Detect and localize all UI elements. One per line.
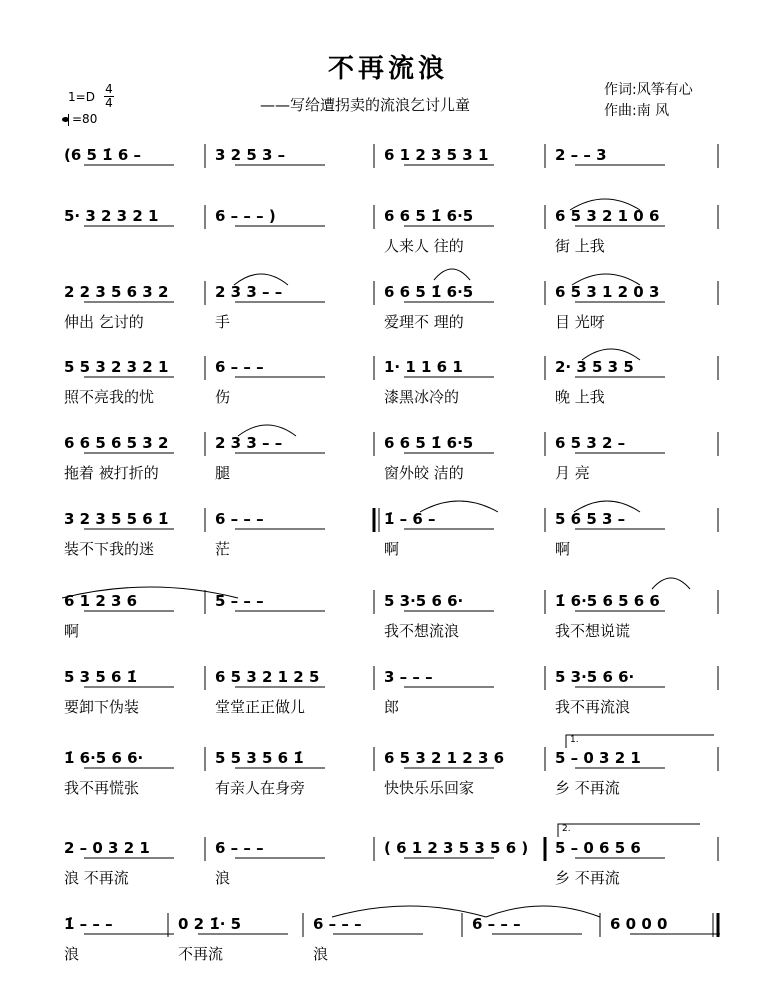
measure-notes: 5 3·5 6 6·: [555, 668, 635, 686]
lyric-line: 拖着 被打折的: [64, 464, 159, 482]
lyric-line: 浪 不再流: [64, 869, 129, 887]
measure-notes: 6 5 3 2 1 2 3 6: [384, 749, 505, 767]
lyric-line: 目 光呀: [555, 313, 605, 331]
lyric-line: 有亲人在身旁: [215, 779, 306, 797]
lyric-line: 伸出 乞讨的: [64, 313, 144, 331]
measure-notes: 6 – – –: [215, 839, 264, 857]
measure-notes: 1· 1 1 6 1: [384, 358, 463, 376]
measure-notes: 6 6 5 1̇ 6·5: [384, 434, 474, 452]
key-signature: 1=D: [68, 90, 95, 104]
lyric-line: 我不想说谎: [555, 622, 631, 640]
measure-notes: 5 – 0 3 2 1: [555, 749, 641, 767]
measure-notes: 1̇ 6·5 6 6·: [64, 749, 144, 767]
lyric-line: 晚 上我: [555, 388, 605, 406]
lyric-line: 啊: [555, 540, 571, 558]
measure-notes: 6 6 5 1̇ 6·5: [384, 207, 474, 225]
measure-notes: 2 2 3 5 6 3 2: [64, 283, 169, 301]
lyric-line: 浪: [313, 945, 329, 963]
measure-notes: 6 – – –: [472, 915, 521, 933]
lyric-line: 茫: [215, 540, 231, 558]
lyric-line: 乡 不再流: [555, 869, 620, 887]
time-signature-numerator: 4: [105, 82, 113, 96]
measure-notes: 5 6 5 3 –: [555, 510, 626, 528]
slur-arc: [434, 269, 470, 280]
measure-notes: 2· 3 5 3 5: [555, 358, 634, 376]
measure-notes: 6 1 2 3 6: [64, 592, 138, 610]
measure-notes: 6 – – –: [215, 510, 264, 528]
lyric-line: 月 亮: [555, 464, 590, 482]
lyric-line: 窗外皎 洁的: [384, 464, 464, 482]
measure-notes: 0 2 1̇· 5: [178, 915, 242, 933]
measure-notes: 6 – – –: [215, 358, 264, 376]
measure-notes: 6 6 5 1̇ 6·5: [384, 283, 474, 301]
measure-notes: 5· 3 2 3 2 1: [64, 207, 159, 225]
measure-notes: 2 3 3 – –: [215, 283, 283, 301]
measure-notes: 1̇ 6·5 6 5 6 6: [555, 592, 660, 610]
volta-2-bracket: [558, 824, 700, 837]
volta-1-bracket: [566, 735, 714, 748]
volta-1-label: 1.: [570, 735, 579, 745]
song-title: 不再流浪: [327, 54, 448, 84]
time-signature-denominator: 4: [105, 96, 113, 110]
measure-notes: 6 5 3 2 –: [555, 434, 626, 452]
measure-notes: 6 5 3 2 1 0 6: [555, 207, 660, 225]
measure-notes: 6 – – – ): [215, 207, 276, 225]
measure-notes: 1̇ – 6 –: [384, 510, 436, 528]
tempo-value: =80: [72, 112, 98, 126]
lyric-line: 堂堂正正做儿: [215, 698, 306, 716]
measure-notes: 3 2 5 3 –: [215, 146, 286, 164]
measure-notes: 6 – – –: [313, 915, 362, 933]
measure-notes: 6 5 3 2 1 2 5: [215, 668, 320, 686]
lyric-line: 我不再慌张: [64, 779, 140, 797]
measure-notes: 3 – – –: [384, 668, 433, 686]
measure-notes: 6 0 0 0: [610, 915, 668, 933]
composer-credit: 作曲:南 风: [604, 103, 670, 119]
song-subtitle: ——写给遭拐卖的流浪乞讨儿童: [260, 96, 471, 114]
measure-notes: 2 – 0 3 2 1: [64, 839, 150, 857]
measure-notes: 1̇ – – –: [64, 915, 113, 933]
lyricist-credit: 作词:风筝有心: [604, 82, 693, 98]
volta-2-label: 2.: [562, 824, 571, 834]
measure-notes: 3 2 3 5 5 6 1̇: [64, 510, 169, 528]
lyric-line: 浪: [215, 869, 231, 887]
lyric-line: 爱理不 理的: [384, 313, 464, 331]
lyric-line: 人来人 往的: [384, 237, 464, 255]
lyric-line: 要卸下伪装: [64, 698, 140, 716]
measure-notes: 2 – – 3: [555, 146, 607, 164]
lyric-line: 啊: [64, 622, 80, 640]
measure-notes: 6 5 3 1 2 0 3: [555, 283, 660, 301]
lyric-line: 伤: [215, 388, 231, 406]
measure-notes: 2 3 3 – –: [215, 434, 283, 452]
measure-notes: 6 1 2 3 5 3 1: [384, 146, 489, 164]
lyric-line: 照不亮我的忧: [64, 388, 155, 406]
lyric-line: 郎: [384, 698, 400, 716]
lyric-line: 乡 不再流: [555, 779, 620, 797]
slur-arc: [652, 578, 690, 589]
measure-notes: 5 3 5 6 1̇: [64, 668, 138, 686]
measure-notes: 5 5 3 5 6 1̇: [215, 749, 304, 767]
lyric-line: 街 上我: [555, 237, 605, 255]
measure-notes: 5 – – –: [215, 592, 264, 610]
lyric-line: 快快乐乐回家: [384, 779, 475, 797]
measure-notes: (6 5 1̇ 6 –: [64, 146, 141, 164]
lyric-line: 装不下我的迷: [64, 540, 155, 558]
measure-notes: 5 3·5 6 6·: [384, 592, 464, 610]
lyric-line: 手: [215, 313, 231, 331]
lyric-line: 浪: [64, 945, 80, 963]
measure-notes: ( 6 1 2 3 5 3 5 6 ): [384, 839, 529, 857]
lyric-line: 我不再流浪: [555, 698, 631, 716]
measure-notes: 6 6 5 6 5 3 2: [64, 434, 169, 452]
lyric-line: 漆黑冰冷的: [384, 388, 460, 406]
lyric-line: 啊: [384, 540, 400, 558]
measure-notes: 5 – 0 6 5 6: [555, 839, 641, 857]
lyric-line: 我不想流浪: [384, 622, 460, 640]
lyric-line: 腿: [215, 464, 231, 482]
measure-notes: 5 5 3 2 3 2 1: [64, 358, 169, 376]
lyric-line: 不再流: [178, 945, 224, 963]
